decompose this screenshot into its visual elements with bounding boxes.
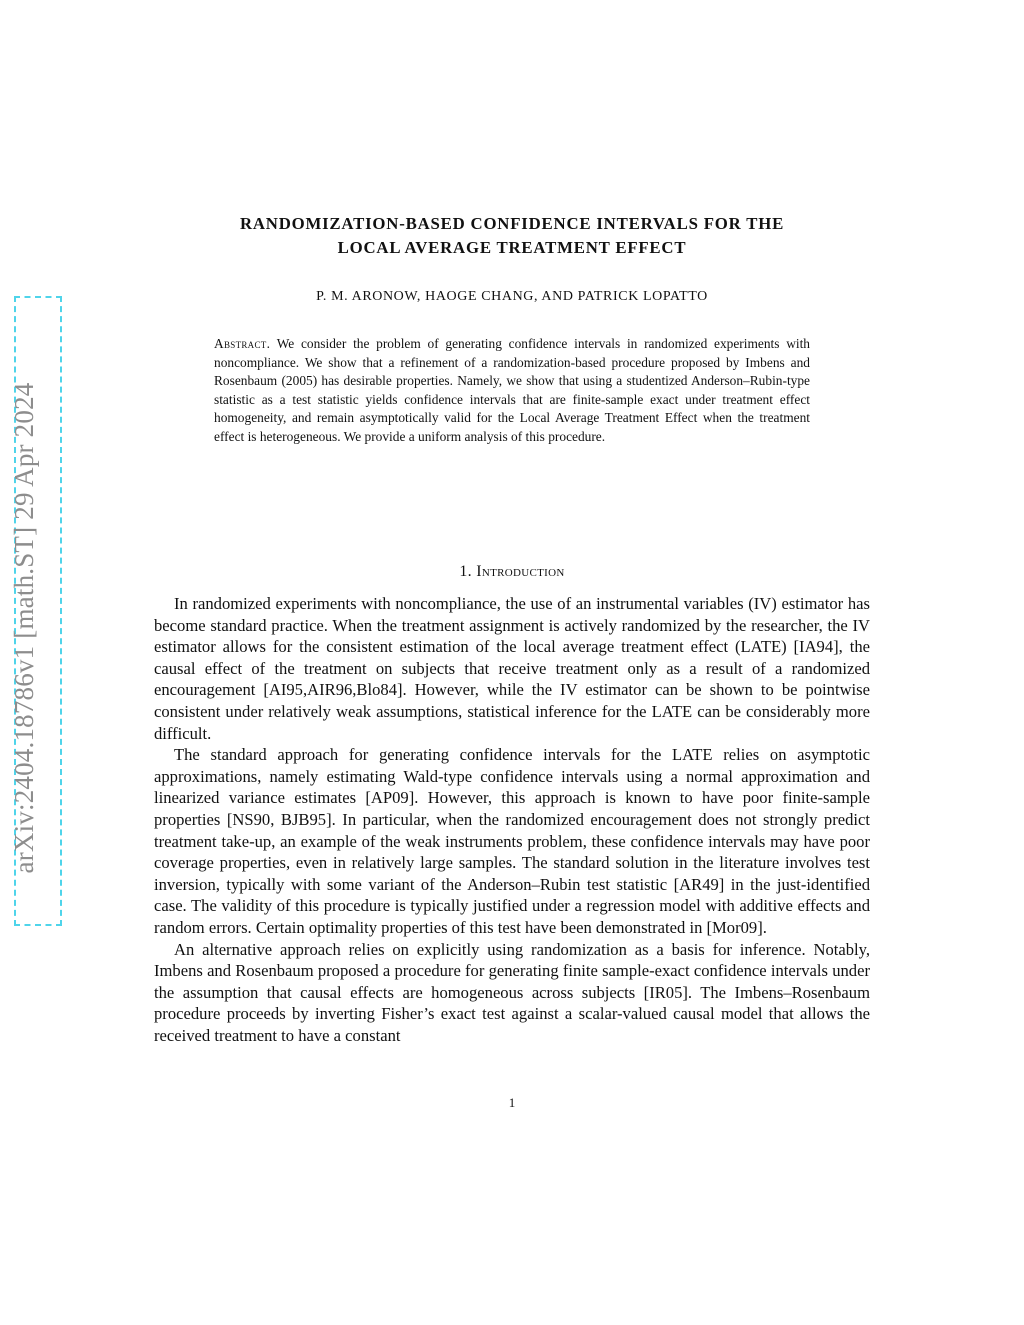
title-line-2: LOCAL AVERAGE TREATMENT EFFECT — [337, 238, 687, 257]
section-number: 1. — [459, 563, 472, 580]
abstract — [214, 335, 810, 447]
page-number: 1 — [508, 1095, 516, 1110]
section-heading — [154, 563, 870, 581]
author-list: P. M. ARONOW, HAOGE CHANG, AND PATRICK LOPATTO — [316, 289, 708, 304]
abstract-text: We consider the problem of generating confidence intervals in randomized experiments with noncompliance. We show that a refinement of a randomization-based procedure proposed by Imbens and Rosenbaum (2005) has desirable properties. Namely, we show that using a studentized Anderson–Rubin-type statistic as a test statistic yields confidence intervals that are finite-sample exact under treatment effect homogeneity, and remain asymptotically valid for the Local Average Treatment Effect when the treatment effect is heterogeneous. We provide a uniform analysis of this procedure. — [214, 336, 811, 444]
title-line-1: RANDOMIZATION-BASED CONFIDENCE INTERVALS FOR THE — [239, 214, 785, 233]
abstract-label: Abstract. — [214, 336, 271, 351]
body-text — [154, 593, 870, 1046]
paper-title — [154, 212, 870, 260]
paragraph: The standard approach for generating confidence intervals for the LATE relies on asymptotic approximations, namely estimating Wald-type confidence intervals using a normal approximation and linearized variance estimates [AP09]. However, this approach is known to have poor finite-sample properties [NS90, BJB95]. In particular, when the randomized encouragement does not strongly predict treatment take-up, an example of the weak instruments problem, these confidence intervals may have poor coverage properties, even in relatively large samples. The standard solution in the literature involves test inversion, typically with some variant of the Anderson–Rubin test statistic [AR49] in the just-identified case. The validity of this procedure is typically justified under a regression model with additive effects and random errors. Certain optimality properties of this test have been demonstrated in [Mor09]. — [154, 745, 870, 937]
paragraph: In randomized experiments with noncompliance, the use of an instrumental variables (IV) estimator has become standard practice. When the treatment assignment is actively randomized by the researcher, the IV estimator allows for the consistent estimation of the local average treatment effect (LATE) [IA94], the causal effect of the treatment on subjects that receive treatment only as a result of a randomized encouragement [AI95,AIR96,Blo84]. However, while the IV estimator can be shown to be pointwise consistent under relatively weak assumptions, statistical inference for the LATE can be considerably more difficult. — [154, 594, 870, 743]
paragraph: An alternative approach relies on explicitly using randomization as a basis for inference. Notably, Imbens and Rosenbaum proposed a procedure for generating finite sample-exact confidence intervals under the assumption that causal effects are homogeneous across subjects [IR05]. The Imbens–Rosenbaum procedure proceeds by inverting Fisher’s exact test against a scalar-valued causal model that allows the received treatment to have a constant — [154, 939, 870, 1045]
section-title: Introduction — [476, 563, 565, 580]
arxiv-identifier[interactable]: arXiv:2404.18786v1 [math.ST] 29 Apr 2024 — [9, 382, 39, 874]
